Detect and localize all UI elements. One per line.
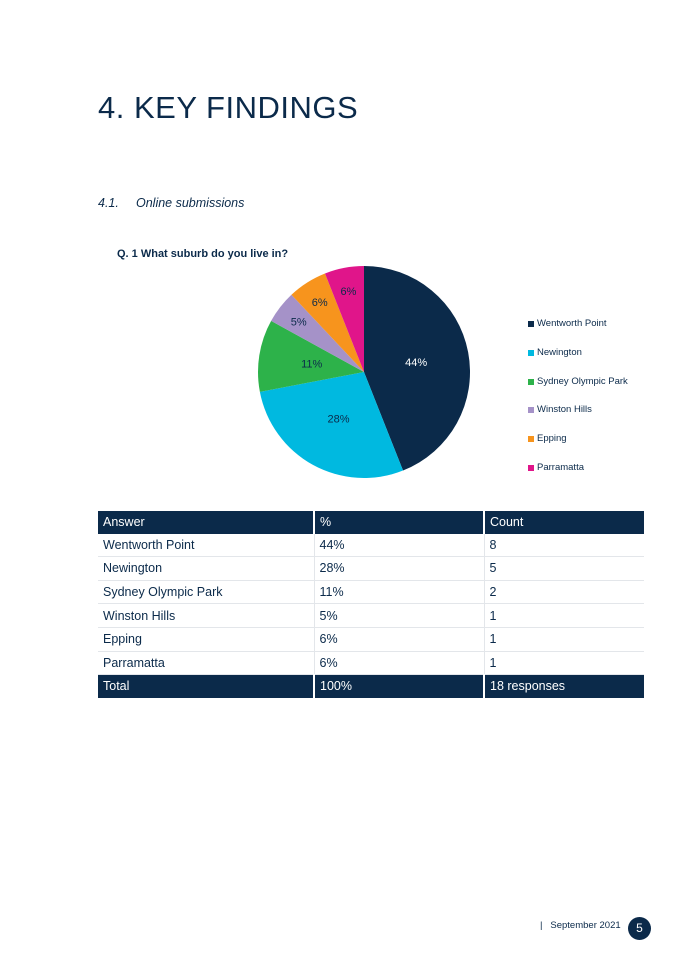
legend-swatch [528, 407, 534, 413]
footer-date [540, 920, 621, 931]
legend-label: Newington [537, 346, 582, 358]
table-row [98, 651, 644, 675]
footer-date-text: September 2021 [550, 920, 621, 931]
legend-label: Sydney Olympic Park [537, 375, 628, 387]
table-total-row [98, 675, 644, 698]
table-header-row [98, 511, 644, 534]
cell-percent: 44% [314, 534, 484, 557]
legend-label: Wentworth Point [537, 318, 607, 329]
legend-label: Winston Hills [537, 404, 592, 416]
table-row [98, 557, 644, 581]
section-title: Online submissions [136, 196, 245, 210]
cell-answer: Epping [98, 627, 314, 651]
cell-count: 1 [484, 604, 644, 628]
table-row [98, 627, 644, 651]
legend-swatch [528, 379, 534, 385]
pie-data-label: 6% [311, 297, 328, 310]
cell-count: 2 [484, 580, 644, 604]
table-row [98, 604, 644, 628]
cell-count: 1 [484, 651, 644, 675]
section-number: 4.1. [98, 196, 119, 210]
pie-data-label: 44% [405, 357, 428, 370]
total-percent: 100% [314, 675, 484, 698]
pie-data-label: 28% [327, 413, 350, 426]
page-title: 4. KEY FINDINGS [98, 90, 359, 125]
legend-label: Parramatta [537, 462, 584, 473]
legend-swatch [528, 321, 534, 327]
header-percent: % [314, 511, 484, 534]
header-count: Count [484, 511, 644, 534]
legend-swatch [528, 350, 534, 356]
cell-answer: Newington [98, 557, 314, 581]
header-answer: Answer [98, 511, 314, 534]
chart-question: Q. 1 What suburb do you live in? [117, 248, 289, 260]
cell-percent: 5% [314, 604, 484, 628]
cell-percent: 6% [314, 627, 484, 651]
cell-answer: Winston Hills [98, 604, 314, 628]
cell-count: 8 [484, 534, 644, 557]
legend-label: Epping [537, 433, 567, 445]
cell-percent: 11% [314, 580, 484, 604]
table-row [98, 534, 644, 557]
legend-swatch [528, 465, 534, 471]
pie-data-label: 11% [301, 358, 323, 371]
cell-count: 5 [484, 557, 644, 581]
footer-separator: | [540, 920, 543, 931]
pie-data-label: 6% [340, 285, 357, 298]
page-number-badge: 5 [628, 917, 651, 940]
results-table [98, 511, 644, 698]
cell-percent: 6% [314, 651, 484, 675]
total-count: 18 responses [484, 675, 644, 698]
cell-answer: Sydney Olympic Park [98, 580, 314, 604]
pie-data-label: 5% [290, 316, 307, 329]
pie-chart [252, 260, 476, 484]
cell-count: 1 [484, 627, 644, 651]
cell-answer: Wentworth Point [98, 534, 314, 557]
cell-answer: Parramatta [98, 651, 314, 675]
table-row [98, 580, 644, 604]
legend-swatch [528, 436, 534, 442]
cell-percent: 28% [314, 557, 484, 581]
total-label: Total [98, 675, 314, 698]
